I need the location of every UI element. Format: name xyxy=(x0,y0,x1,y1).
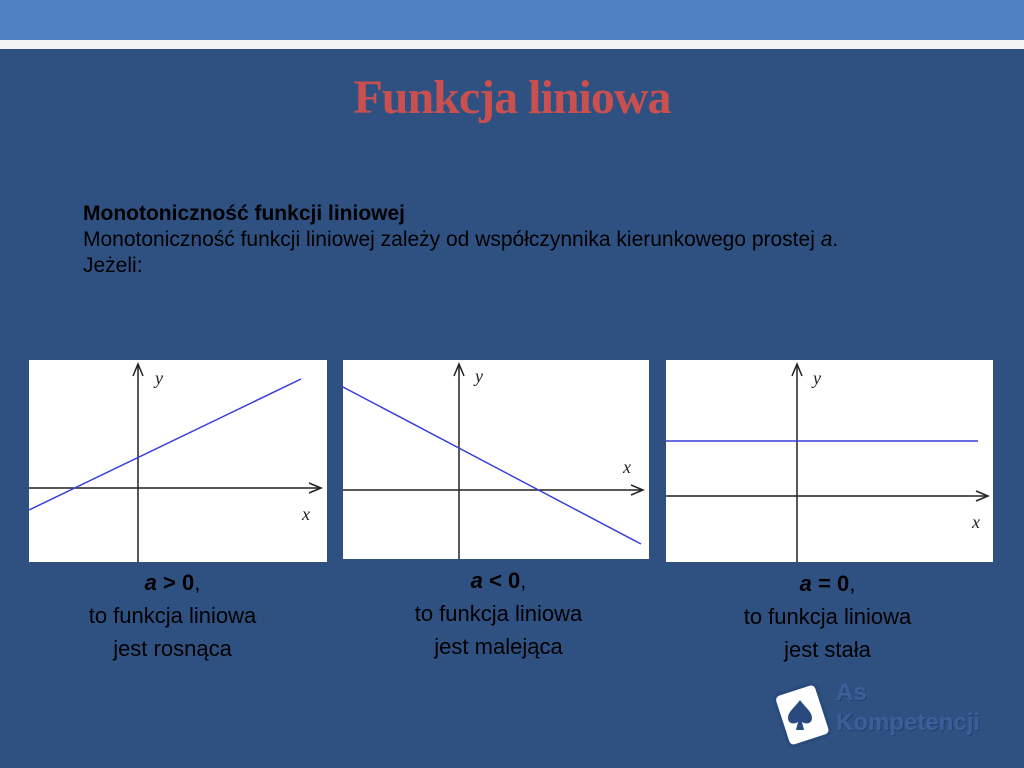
decreasing-line xyxy=(343,387,641,544)
graph-increasing xyxy=(29,360,327,562)
x-axis-label: x xyxy=(623,457,631,477)
logo-line2: Kompetencji xyxy=(836,709,981,736)
if-text: Jeżeli: xyxy=(83,254,143,277)
graph-decreasing xyxy=(343,360,649,559)
condition: a < 0, xyxy=(470,568,527,593)
body-text xyxy=(83,201,963,279)
caption-line2: jest malejąca xyxy=(434,634,563,659)
caption-line2: jest stała xyxy=(784,637,871,662)
caption-decreasing xyxy=(366,564,631,663)
caption-constant xyxy=(695,567,960,666)
intro-var: a xyxy=(820,228,833,251)
graph-constant xyxy=(666,360,993,562)
y-axis-label: y xyxy=(155,368,163,388)
logo-line1: As xyxy=(836,679,867,706)
top-band xyxy=(0,0,1024,40)
condition: a = 0, xyxy=(799,571,856,596)
x-axis-label: x xyxy=(302,504,310,524)
y-axis-label: y xyxy=(813,368,821,388)
condition: a > 0, xyxy=(144,570,201,595)
x-axis-label: x xyxy=(972,512,980,532)
intro-end: . xyxy=(832,228,839,251)
logo-text xyxy=(836,678,980,738)
caption-line1: to funkcja liniowa xyxy=(414,601,583,626)
top-divider xyxy=(0,40,1024,49)
y-axis-label: y xyxy=(475,366,483,386)
slide-title: Funkcja liniowa xyxy=(353,71,671,124)
increasing-line xyxy=(29,379,301,510)
caption-increasing xyxy=(40,566,305,665)
caption-line2: jest rosnąca xyxy=(113,636,232,661)
intro-text: Monotoniczność funkcji liniowej zależy od współczynnika kierunkowego prostej xyxy=(83,228,821,251)
caption-line1: to funkcja liniowa xyxy=(88,603,257,628)
intro-paragraph xyxy=(83,227,963,253)
section-heading: Monotoniczność funkcji liniowej xyxy=(83,202,406,225)
spade-card-icon xyxy=(770,678,840,748)
caption-line1: to funkcja liniowa xyxy=(743,604,912,629)
